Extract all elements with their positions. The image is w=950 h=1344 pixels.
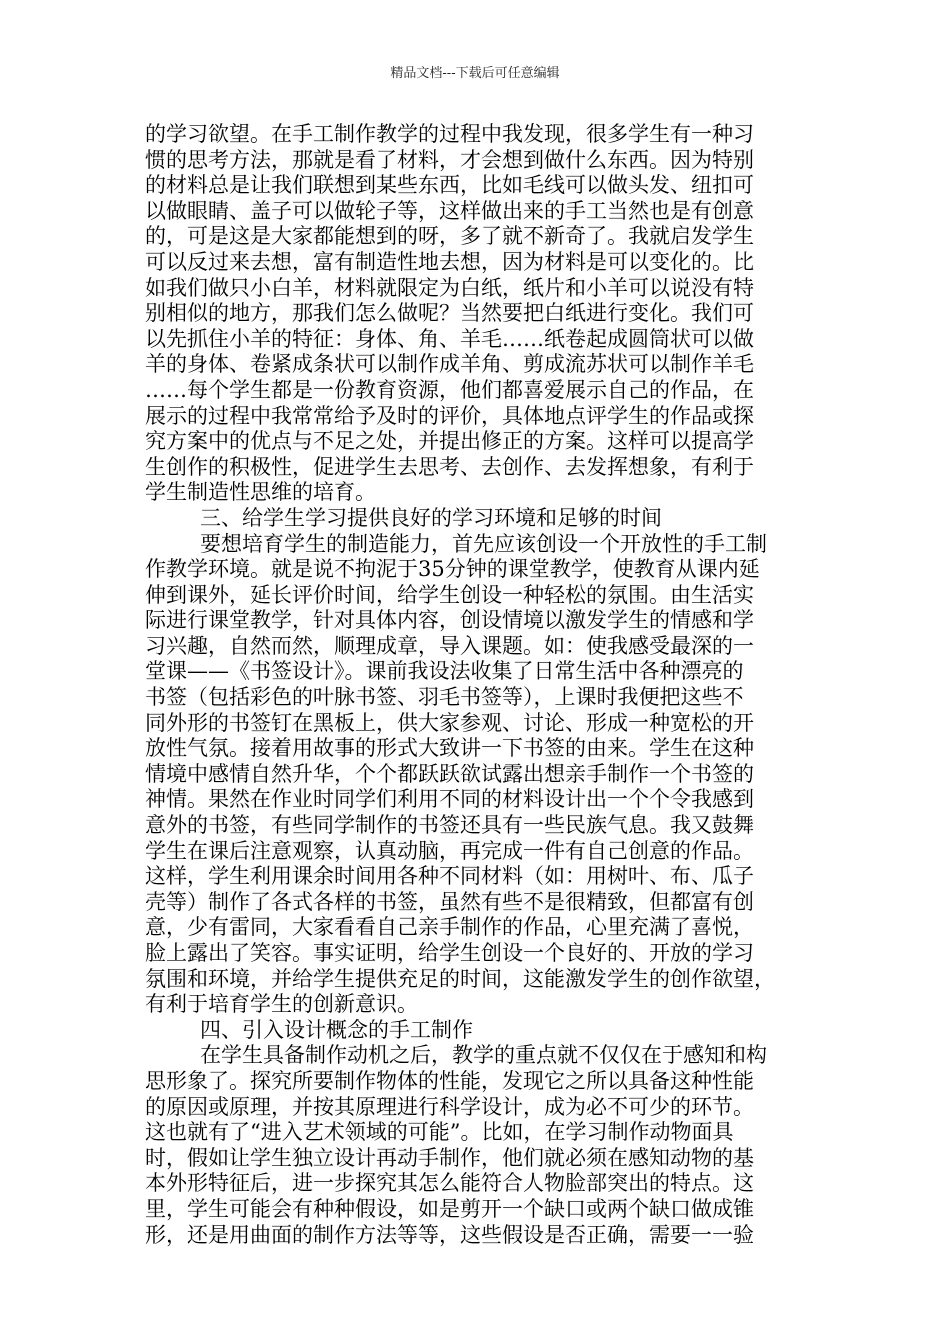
text-line: 四、引入设计概念的手工制作: [200, 1017, 473, 1042]
text-line: 伸到课外，延长评价时间，给学生创设一种轻松的氛围。由生活实: [145, 582, 754, 607]
text-line: 本外形特征后，进一步探究其怎么能符合人物脸部突出的特点。这: [145, 1171, 754, 1196]
text-line: 思形象了。探究所要制作物体的性能，发现它之所以具备这种性能: [145, 1068, 754, 1093]
text-line: 书签（包括彩色的叶脉书签、羽毛书签等），上课时我便把这些不: [145, 685, 744, 710]
text-line: 同外形的书签钉在黑板上，供大家参观、讨论、形成一种宽松的开: [145, 710, 754, 735]
text-line: 如我们做只小白羊，材料就限定为白纸，纸片和小羊可以说没有特: [145, 275, 754, 300]
text-line: 究方案中的优点与不足之处，并提出修正的方案。这样可以提高学: [145, 429, 754, 454]
text-line: 的，可是这是大家都能想到的呀，多了就不新奇了。我就启发学生: [145, 224, 754, 249]
page-header: 精品文档---下载后可任意编辑: [390, 66, 560, 81]
page-body: [145, 122, 817, 1248]
text-line: 的学习欲望。在手工制作教学的过程中我发现，很多学生有一种习: [145, 122, 754, 146]
text-line: 堂课——《书签设计》。课前我设法收集了日常生活中各种漂亮的: [145, 659, 744, 684]
text-line: 这样，学生利用课余时间用各种不同材料（如：用树叶、布、瓜子: [145, 864, 754, 889]
text-line: ……每个学生都是一份教育资源，他们都喜爱展示自己的作品，在: [145, 377, 754, 402]
text-line: 脸上露出了笑容。事实证明，给学生创设一个良好的、开放的学习: [145, 941, 754, 965]
text-line: 在学生具备制作动机之后，教学的重点就不仅仅在于感知和构: [200, 1043, 767, 1068]
text-line: 里，学生可能会有种种假设，如是剪开一个缺口或两个缺口做成锥: [145, 1196, 754, 1221]
text-line: 时，假如让学生独立设计再动手制作，他们就必须在感知动物的基: [145, 1145, 754, 1170]
text-line: 氛围和环境，并给学生提供充足的时间，这能激发学生的创作欲望，: [145, 966, 775, 991]
text-line: 的原因或原理，并按其原理进行科学设计，成为必不可少的环节。: [145, 1094, 754, 1119]
text-line: 别相似的地方，那我们怎么做呢？当然要把白纸进行变化。我们可: [145, 301, 754, 326]
text-line: 羊的身体、卷紧成条状可以制作成羊角、剪成流苏状可以制作羊毛: [145, 352, 754, 377]
text-line: 生创作的积极性，促进学生去思考、去创作、去发挥想象，有利于: [145, 454, 754, 479]
text-line: 展示的过程中我常常给予及时的评价，具体地点评学生的作品或探: [145, 403, 754, 428]
text-line: 放性气氛。接着用故事的形式大致讲一下书签的由来。学生在这种: [145, 736, 754, 761]
text-line: 意，少有雷同，大家看看自己亲手制作的作品，心里充满了喜悦，: [145, 915, 754, 940]
text-line: 惯的思考方法，那就是看了材料，才会想到做什么东西。因为特别: [145, 147, 754, 172]
text-line: 的材料总是让我们联想到某些东西，比如毛线可以做头发、纽扣可: [145, 173, 754, 198]
text-line: 壳等）制作了各式各样的书签，虽然有些不是很精致，但都富有创: [145, 889, 754, 914]
text-line: 学生制造性思维的培育。: [145, 480, 376, 505]
text-line: 以做眼睛、盖子可以做轮子等，这样做出来的手工当然也是有创意: [145, 198, 754, 223]
text-line: 意外的书签，有些同学制作的书签还具有一些民族气息。我又鼓舞: [145, 813, 754, 838]
text-line: 神情。果然在作业时同学们利用不同的材料设计出一个个令我感到: [145, 787, 754, 812]
text-line: 学生在课后注意观察，认真动脑，再完成一件有自己创意的作品。: [145, 838, 754, 863]
text-line: 这也就有了“进入艺术领域的可能”。比如，在学习制作动物面具: [145, 1120, 734, 1145]
text-line: 作教学环境。就是说不拘泥于35分钟的课堂教学，使教育从课内延: [145, 557, 760, 582]
text-line: 三、给学生学习提供良好的学习环境和足够的时间: [200, 505, 662, 530]
text-line: 以先抓住小羊的特征：身体、角、羊毛……纸卷起成圆筒状可以做: [145, 326, 754, 351]
text-line: 际进行课堂教学，针对具体内容，创设情境以激发学生的情感和学: [145, 608, 754, 633]
text-line: 情境中感情自然升华，个个都跃跃欲试露出想亲手制作一个书签的: [145, 761, 754, 786]
text-line: 形，还是用曲面的制作方法等等，这些假设是否正确，需要一一验: [145, 1222, 754, 1247]
text-line: 有利于培育学生的创新意识。: [145, 992, 418, 1017]
text-line: 习兴趣，自然而然，顺理成章，导入课题。如：使我感受最深的一: [145, 633, 754, 658]
text-line: 要想培育学生的制造能力，首先应该创设一个开放性的手工制: [200, 531, 767, 556]
text-line: 可以反过来去想，富有制造性地去想，因为材料是可以变化的。比: [145, 249, 754, 274]
